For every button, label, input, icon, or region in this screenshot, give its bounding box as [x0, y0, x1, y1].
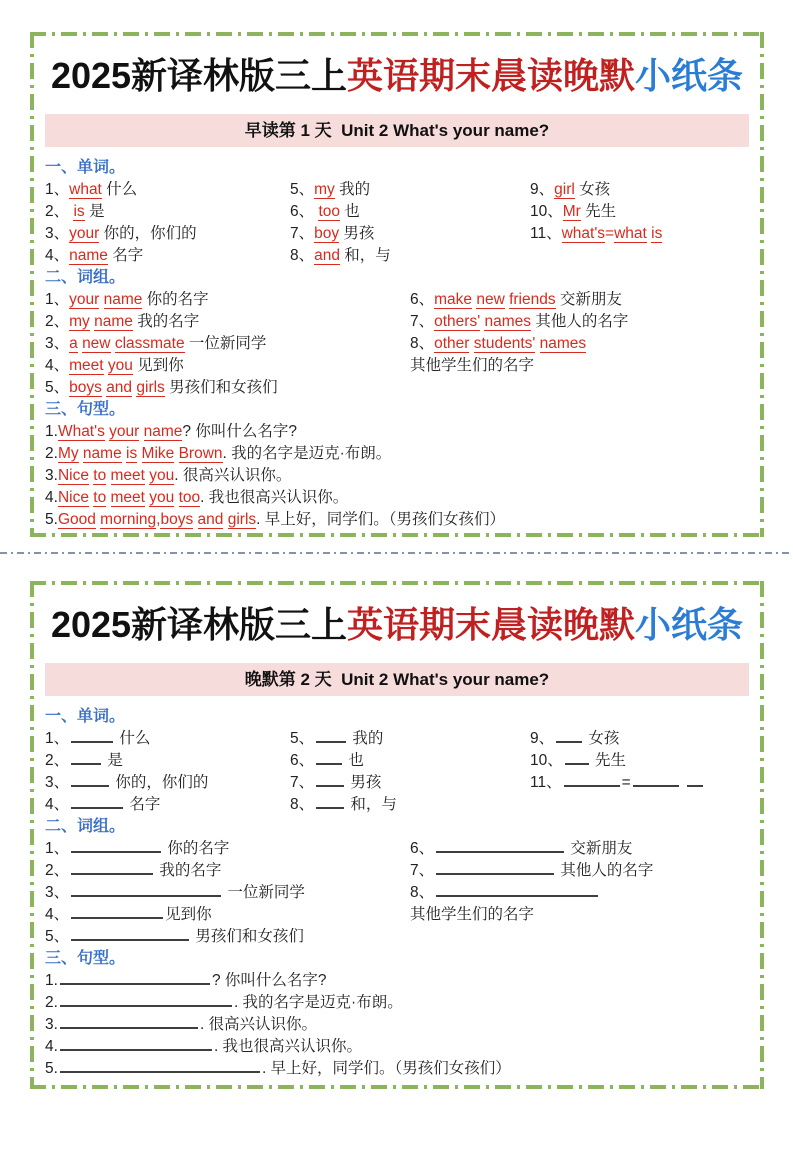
text: 什么	[101, 181, 138, 198]
text: 11、	[530, 225, 562, 242]
text: 名字	[125, 796, 161, 813]
english-separator: ,	[156, 511, 161, 528]
english-word: boys	[69, 379, 102, 396]
english-word: morning	[100, 511, 157, 528]
english-word: to	[93, 467, 107, 484]
english-word: girls	[227, 511, 257, 528]
fill-in-blank	[60, 972, 210, 985]
content-line	[410, 882, 749, 904]
title-subject: 英语期末晨读晚默	[347, 55, 636, 96]
english-word: and	[197, 511, 224, 528]
content-line	[45, 794, 290, 816]
column	[45, 838, 410, 948]
content-line	[290, 772, 530, 794]
fill-in-blank	[436, 840, 564, 853]
text: 8、	[410, 335, 435, 352]
text: 7、	[290, 774, 315, 791]
text: 你的名字	[163, 840, 230, 857]
fill-in-blank	[687, 774, 703, 787]
content-line	[45, 992, 749, 1014]
column	[530, 179, 749, 267]
text: 2.	[45, 994, 58, 1011]
text: 3、	[45, 225, 70, 242]
content-line	[45, 509, 749, 531]
content-line	[410, 860, 749, 882]
english-word: girl	[554, 181, 575, 198]
text: 4.	[45, 489, 58, 506]
content-line	[45, 443, 749, 465]
text: 8、	[410, 884, 435, 901]
english-word: a	[69, 335, 78, 352]
text: 男孩们和女孩们	[191, 928, 304, 945]
english-word: your	[69, 291, 100, 308]
text: 3、	[45, 884, 70, 901]
section-sentences	[45, 970, 749, 1080]
fill-in-blank	[71, 796, 123, 809]
content-line	[290, 245, 530, 267]
panel-border-left	[30, 32, 34, 537]
text: 8、	[290, 796, 315, 813]
english-word: Mike	[141, 445, 175, 462]
text: 11、	[530, 774, 562, 791]
text: 6、	[290, 203, 319, 220]
content-line	[45, 333, 410, 355]
text: 5、	[45, 379, 70, 396]
text: 5、	[290, 730, 315, 747]
english-word: your	[69, 225, 100, 242]
english-word: you	[107, 357, 133, 374]
fill-in-blank	[71, 884, 221, 897]
section-heading-words: 一、单词。	[45, 159, 126, 176]
text: 6、	[410, 291, 435, 308]
text: 和，与	[340, 247, 391, 264]
text: 6、	[410, 840, 435, 857]
fill-in-blank	[436, 884, 598, 897]
fill-in-blank	[316, 752, 342, 765]
english-word: and	[106, 379, 133, 396]
column	[45, 289, 410, 399]
text: 4、	[45, 247, 70, 264]
english-word: to	[93, 489, 107, 506]
content-line	[45, 750, 290, 772]
english-word: make	[434, 291, 473, 308]
text: =	[621, 774, 631, 791]
content-line	[45, 1014, 749, 1036]
text: 你的名字	[142, 291, 209, 308]
english-word: is	[126, 445, 138, 462]
text: 先生	[580, 203, 617, 220]
content-line	[45, 245, 290, 267]
english-word: too	[178, 489, 201, 506]
title-note-type: 小纸条	[635, 604, 744, 645]
content-line	[290, 750, 530, 772]
panel-border-bottom	[30, 1085, 764, 1089]
section-heading-words: 一、单词。	[45, 708, 126, 725]
worksheet-card-day1	[30, 32, 764, 537]
fill-in-blank	[556, 730, 582, 743]
fill-in-blank	[60, 1016, 198, 1029]
text: 其他学生们的名字	[410, 906, 535, 923]
text: 2.	[45, 445, 58, 462]
text: 是	[103, 752, 123, 769]
english-word: boys	[160, 511, 194, 528]
text: 先生	[590, 752, 627, 769]
text: 见到你	[165, 906, 212, 923]
text: 我的	[334, 181, 371, 198]
english-word: new	[476, 291, 505, 308]
text: . 很高兴认识你。	[174, 467, 292, 484]
fill-in-blank	[316, 796, 344, 809]
day-banner: 晚默第 2 天 Unit 2 What's your name?	[45, 663, 749, 696]
english-word: classmate	[114, 335, 185, 352]
fill-in-blank	[436, 862, 554, 875]
content-line	[290, 728, 530, 750]
text: . 早上好，同学们。（男孩们女孩们）	[256, 511, 506, 528]
text: 2、	[45, 752, 70, 769]
panel-border-right	[760, 32, 764, 537]
text: 见到你	[132, 357, 184, 374]
content-line	[290, 179, 530, 201]
text: 4、	[45, 906, 70, 923]
text: 你的，你们的	[99, 225, 197, 242]
english-word: boy	[314, 225, 340, 242]
text: 4、	[45, 796, 70, 813]
text: 我的名字	[155, 862, 222, 879]
panel-border-bottom	[30, 533, 764, 537]
text: ? 你叫什么名字?	[211, 972, 327, 989]
section-words	[45, 728, 749, 816]
english-word: your	[109, 423, 140, 440]
text: 1.	[45, 972, 58, 989]
text: 其他学生们的名字	[410, 357, 535, 374]
text: 3、	[45, 335, 70, 352]
content-line	[45, 926, 410, 948]
column	[410, 289, 749, 399]
content-line	[290, 223, 530, 245]
content-line	[45, 904, 410, 926]
english-word: new	[82, 335, 111, 352]
text: 5、	[290, 181, 315, 198]
fill-in-blank	[316, 730, 346, 743]
text: 名字	[107, 247, 144, 264]
text: 2、	[45, 862, 70, 879]
fill-in-blank	[71, 862, 153, 875]
english-word: my	[69, 313, 90, 330]
english-word: friends	[509, 291, 556, 308]
content-line	[530, 750, 749, 772]
column	[530, 728, 749, 816]
title-subject: 英语期末晨读晚默	[347, 604, 636, 645]
english-word: and	[314, 247, 340, 264]
content-line	[410, 904, 749, 926]
content-line	[45, 728, 290, 750]
english-word: is	[73, 203, 85, 220]
section-heading-phrases: 二、词组。	[45, 818, 126, 835]
content-line	[410, 311, 749, 333]
english-word: names	[484, 313, 532, 330]
content-line	[530, 772, 749, 794]
content-line	[410, 355, 749, 377]
column	[45, 179, 290, 267]
page-title	[45, 54, 749, 98]
content-line	[45, 289, 410, 311]
text: 一位新同学	[223, 884, 305, 901]
english-word: students'	[473, 335, 536, 352]
content-line	[45, 465, 749, 487]
text: 3.	[45, 1016, 58, 1033]
text: 也	[344, 752, 364, 769]
panel-border-left	[30, 581, 34, 1089]
text: 男孩	[339, 225, 375, 242]
text: 5.	[45, 511, 58, 528]
english-word: Nice	[57, 467, 89, 484]
text: ? 你叫什么名字?	[182, 423, 297, 440]
text: . 我也很高兴认识你。	[200, 489, 349, 506]
text: 7、	[410, 862, 435, 879]
text	[681, 774, 685, 791]
fill-in-blank	[71, 840, 161, 853]
english-word: you	[149, 467, 175, 484]
panel-body	[45, 706, 749, 1080]
text: 男孩	[346, 774, 382, 791]
english-word: others'	[434, 313, 481, 330]
content-line	[45, 1058, 749, 1080]
panel-border-top	[30, 32, 764, 36]
fill-in-blank	[71, 730, 113, 743]
english-word: names	[539, 335, 587, 352]
english-word: Good	[57, 511, 96, 528]
section-phrases	[45, 838, 749, 948]
content-line	[410, 838, 749, 860]
title-note-type: 小纸条	[635, 55, 744, 96]
english-word: what	[614, 225, 647, 242]
text: 也	[340, 203, 360, 220]
fill-in-blank	[71, 774, 109, 787]
content-line	[45, 311, 410, 333]
column	[290, 179, 530, 267]
text: 是	[84, 203, 105, 220]
worksheet-card-day2	[30, 581, 764, 1089]
text: 9、	[530, 730, 555, 747]
text: 女孩	[584, 730, 620, 747]
text: 5、	[45, 928, 70, 945]
english-word: meet	[69, 357, 104, 374]
text: 我的名字	[132, 313, 200, 330]
fill-in-blank	[60, 994, 232, 1007]
text: 7、	[410, 313, 435, 330]
english-word: you	[149, 489, 175, 506]
english-word: name	[103, 291, 143, 308]
column	[290, 728, 530, 816]
section-heading-sentences: 三、句型。	[45, 950, 126, 967]
text: 8、	[290, 247, 315, 264]
fill-in-blank	[60, 1060, 260, 1073]
text: 4、	[45, 357, 70, 374]
content-line	[530, 223, 749, 245]
fill-in-blank	[564, 774, 620, 787]
content-line	[290, 794, 530, 816]
english-word: is	[651, 225, 663, 242]
text: 9、	[530, 181, 555, 198]
content-line	[45, 377, 410, 399]
english-word: name	[94, 313, 133, 330]
fill-in-blank	[71, 752, 101, 765]
content-line	[45, 882, 410, 904]
text: 1、	[45, 840, 70, 857]
english-word: other	[434, 335, 470, 352]
text: . 我的名字是迈克·布朗。	[222, 445, 392, 462]
text: 男孩们和女孩们	[164, 379, 278, 396]
fill-in-blank	[565, 752, 589, 765]
english-word: Brown	[178, 445, 223, 462]
text: . 早上好，同学们。（男孩们女孩们）	[261, 1060, 511, 1077]
text: 3.	[45, 467, 58, 484]
column	[410, 838, 749, 948]
english-word: Mr	[562, 203, 581, 220]
english-word: My	[57, 445, 79, 462]
text: 交新朋友	[566, 840, 633, 857]
text: . 我的名字是迈克·布朗。	[233, 994, 403, 1011]
english-word: my	[314, 181, 335, 198]
text: 7、	[290, 225, 315, 242]
cut-line-divider	[0, 552, 793, 554]
text: 交新朋友	[555, 291, 622, 308]
english-word: girls	[136, 379, 165, 396]
text: 女孩	[574, 181, 611, 198]
english-word: name	[69, 247, 108, 264]
panel-border-top	[30, 581, 764, 585]
english-word: Nice	[57, 489, 89, 506]
text: 2、	[45, 313, 70, 330]
content-line	[45, 772, 290, 794]
english-word: what's	[561, 225, 606, 242]
text: 10、	[530, 203, 563, 220]
text: 你的，你们的	[111, 774, 209, 791]
content-line	[530, 728, 749, 750]
english-word: what	[69, 181, 102, 198]
english-word: meet	[110, 467, 145, 484]
text: 2、	[45, 203, 74, 220]
fill-in-blank	[71, 906, 163, 919]
page-title	[45, 603, 749, 647]
text: 什么	[115, 730, 151, 747]
content-line	[45, 970, 749, 992]
fill-in-blank	[633, 774, 679, 787]
content-line	[45, 860, 410, 882]
content-line	[410, 289, 749, 311]
content-line	[45, 487, 749, 509]
english-word: too	[318, 203, 340, 220]
content-line	[45, 179, 290, 201]
text: 一位新同学	[184, 335, 267, 352]
content-line	[530, 201, 749, 223]
text: 其他人的名字	[556, 862, 654, 879]
content-line	[290, 201, 530, 223]
text: 1、	[45, 730, 70, 747]
english-word: What's	[57, 423, 105, 440]
english-word: name	[82, 445, 122, 462]
content-line	[45, 201, 290, 223]
content-line	[530, 179, 749, 201]
english-word: meet	[110, 489, 145, 506]
panel-body	[45, 157, 749, 531]
text: 3、	[45, 774, 70, 791]
section-phrases	[45, 289, 749, 399]
text: 我的	[348, 730, 384, 747]
content-line	[410, 333, 749, 355]
content-line	[45, 355, 410, 377]
section-heading-phrases: 二、词组。	[45, 269, 126, 286]
column	[45, 728, 290, 816]
fill-in-blank	[60, 1038, 212, 1051]
text: . 很高兴认识你。	[199, 1016, 318, 1033]
english-separator: =	[605, 225, 615, 242]
content-line	[45, 838, 410, 860]
section-heading-sentences: 三、句型。	[45, 401, 126, 418]
text: 其他人的名字	[531, 313, 629, 330]
content-line	[45, 223, 290, 245]
text: 4.	[45, 1038, 58, 1055]
section-words	[45, 179, 749, 267]
text: 6、	[290, 752, 315, 769]
fill-in-blank	[316, 774, 344, 787]
text: 5.	[45, 1060, 58, 1077]
content-line	[45, 1036, 749, 1058]
title-edition: 2025新译林版三上	[50, 604, 348, 645]
text: 1、	[45, 181, 70, 198]
content-line	[45, 421, 749, 443]
english-word: name	[143, 423, 183, 440]
text: 1.	[45, 423, 58, 440]
text: 和，与	[346, 796, 397, 813]
fill-in-blank	[71, 928, 189, 941]
title-edition: 2025新译林版三上	[50, 55, 348, 96]
text: 1、	[45, 291, 70, 308]
text: . 我也很高兴认识你。	[213, 1038, 363, 1055]
text: 10、	[530, 752, 563, 769]
day-banner: 早读第 1 天 Unit 2 What's your name?	[45, 114, 749, 147]
panel-border-right	[760, 581, 764, 1089]
section-sentences	[45, 421, 749, 531]
